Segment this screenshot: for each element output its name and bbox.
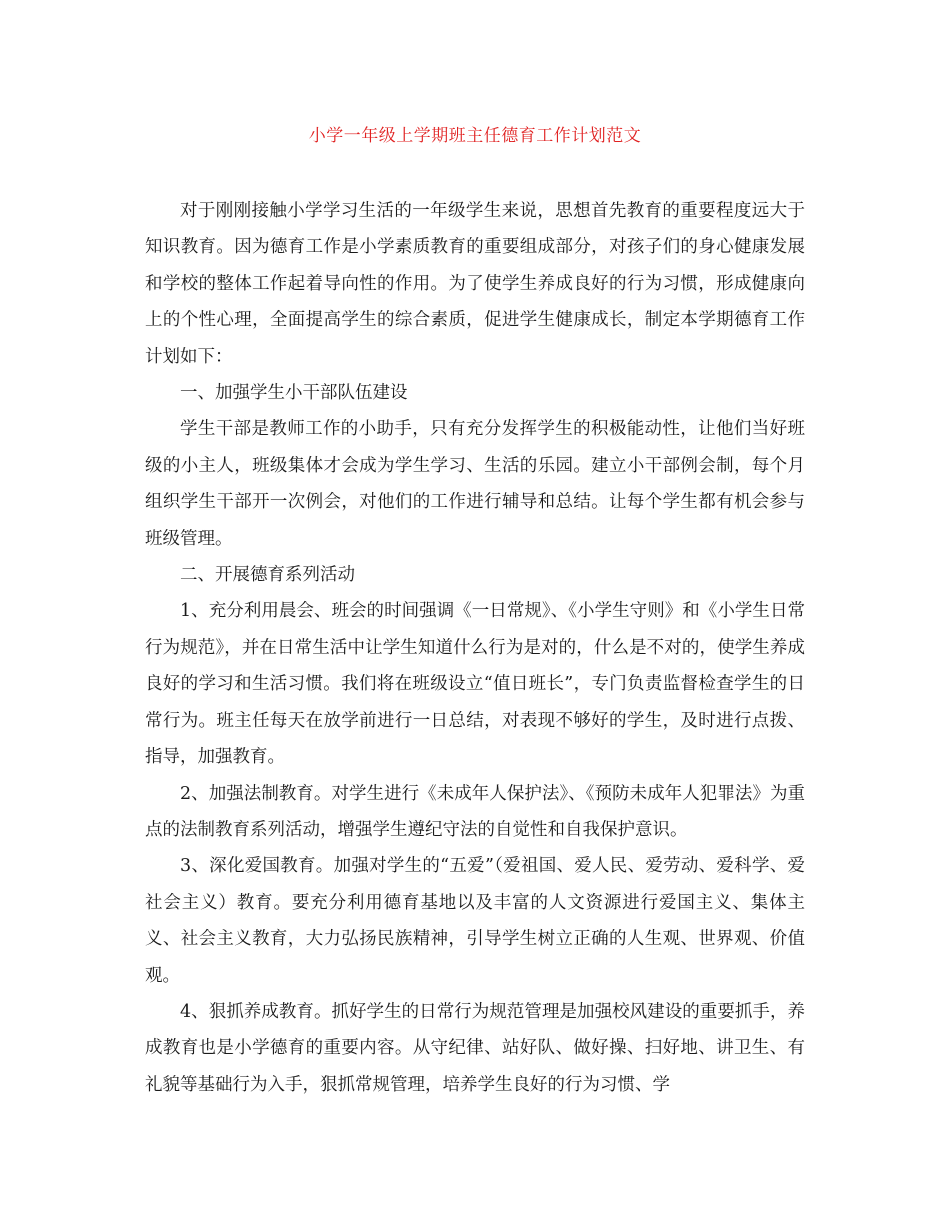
intro-paragraph: 对于刚刚接触小学学习生活的一年级学生来说，思想首先教育的重要程度远大于知识教育。因为德育工作是小学素质教育的重要组成部分，对孩子们的身心健康发展和学校的整体工作起着导向性的作用。为了使学生养成良好的行为习惯，形成健康向上的个性心理，全面提高学生的综合素质，促进学生健康成长，制定本学期德育工作计划如下： — [145, 201, 805, 367]
document-title: 小学一年级上学期班主任德育工作计划范文 — [308, 126, 642, 146]
item-2-paragraph: 2、加强法制教育。对学生进行《未成年人保护法》、《预防未成年人犯罪法》为重点的法制教育系列活动，增强学生遵纪守法的自觉性和自我保护意识。 — [145, 783, 805, 840]
item-4-paragraph: 4、狠抓养成教育。抓好学生的日常行为规范管理是加强校风建设的重要抓手，养成教育也是小学德育的重要内容。从守纪律、站好队、做好操、扫好地、讲卫生、有礼貌等基础行为入手，狠抓常规管理，培养学生良好的行为习惯、学 — [145, 1001, 805, 1095]
item-3-paragraph: 3、深化爱国教育。加强对学生的“五爱”（爱祖国、爱人民、爱劳动、爱科学、爱社会主义）教育。要充分利用德育基地以及丰富的人文资源进行爱国主义、集体主义、社会主义教育，大力弘扬民族精神，引导学生树立正确的人生观、世界观、价值观。 — [145, 856, 805, 986]
document-body — [145, 193, 805, 1103]
item-1-paragraph: 1、充分利用晨会、班会的时间强调《一日常规》、《小学生守则》和《小学生日常行为规范》，并在日常生活中让学生知道什么行为是对的，什么是不对的，使学生养成良好的学习和生活习惯。我们将在班级设立“值日班长”，专门负责监督检查学生的日常行为。班主任每天在放学前进行一日总结，对表现不够好的学生，及时进行点拨、指导，加强教育。 — [145, 601, 805, 768]
section-heading-2: 二、开展德育系列活动 — [180, 565, 355, 586]
section-1-paragraph: 学生干部是教师工作的小助手，只有充分发挥学生的积极能动性，让他们当好班级的小主人，班级集体才会成为学生学习、生活的乐园。建立小干部例会制，每个月组织学生干部开一次例会，对他们的工作进行辅导和总结。让每个学生都有机会参与班级管理。 — [145, 419, 805, 549]
section-heading-1: 一、加强学生小干部队伍建设 — [180, 383, 408, 404]
